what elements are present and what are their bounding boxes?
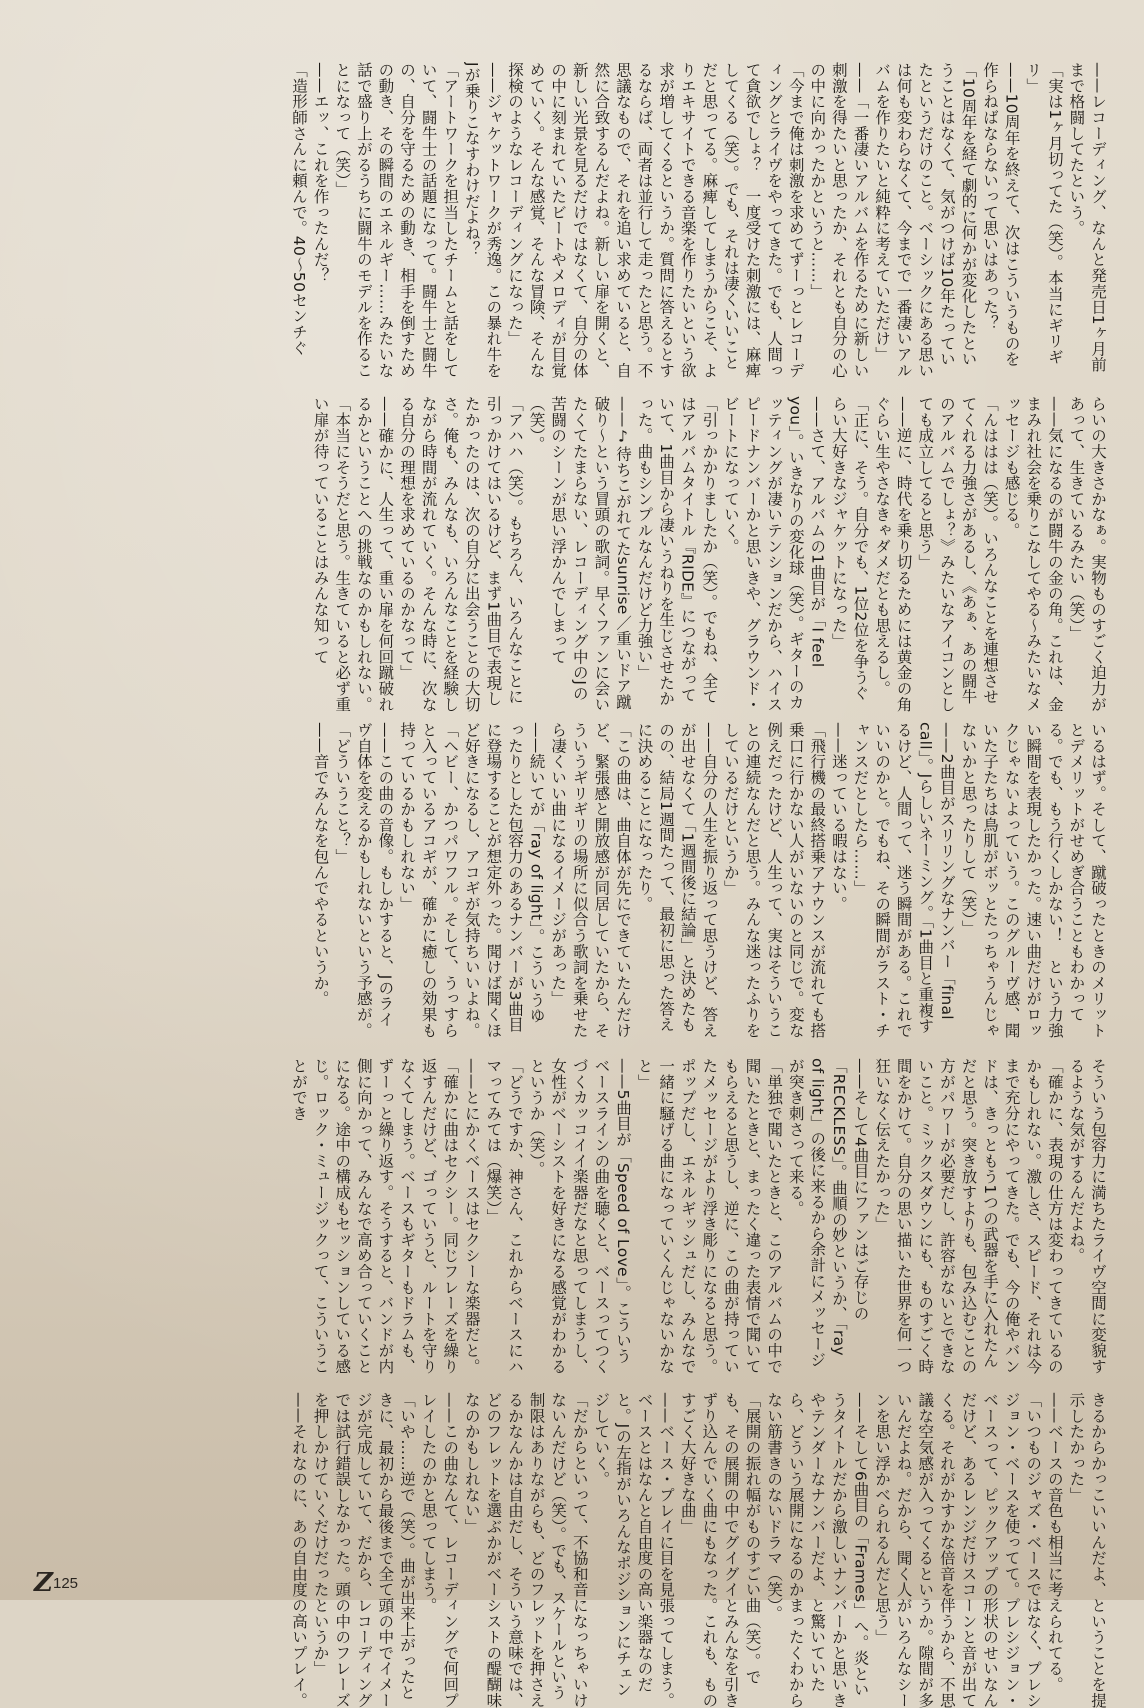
magazine-logo: Z bbox=[34, 1568, 51, 1598]
article-text-band-4: そういう包容力に満ちたライヴ空間に変貌するような気がするんだよね。 「確かに、表現の仕方は変わってきているのかもしれない。激しさ、スピード、それは今まで充分にやってきた。でも、今の俺やバンドは、きっともう1つの武器を手に入れたんだと思う。突き放すよりも、包み込むことの方がパワーが必要だし、許容がないとできないこと。ミックスダウンにも、ものすごく時間をかけて。自分の思い描いた世界を何一つ狂いなく伝えたかった」 ——そして4曲目にファンはご存じの「RECKLESS」。曲順の妙というか、「ray of light」の後に来るから余計にメッセージが突き刺さって来る。 「単独で聞いたときと、このアルバムの中で聞いたときと、まったく違った表情で聞いてもらえると思うし、逆に、この曲が持っていたメッセージがより浮き彫りになると思う。ポップだし、エネルギッシュだし、みんなで一緒に騒げる曲になっていくんじゃないかなと」 ——5曲目が「Speed of Love」。こういうベースラインの曲を聴くと、ベースってつくづくカッコイイ楽器だなと思ってしまうし、女性がベーシストを好きになる感覚がわかるというか（笑）。 「どうですか、神さん、これからベースにハマってみては（爆笑）」 ——とにかくベースはセクシーな楽器だと。 「確かに曲はセクシー。同じフレーズを繰り返すんだけど、ゴっていうと、ルートを守りなくてしまう。ベースもギターもドラムも、ずーっと繰り返す。そうすると、バンドが内側に向かって、みんなで高め合っていくことになる。途中の構成もセッションしている感じ。ロック・ミュージックって、こういうことができ bbox=[290, 1058, 1107, 1374]
article-text-band-3: いるはず。そして、蹴破ったときのメリットとデメリットがせめぎ合うこともわかってる。でも、もう行くしかない！ という力強い瞬間を表現したかった。速い曲だけがロックじゃないよっていう。このグルーヴ感、聞いた子たちは鳥肌がボッとたっちゃうんじゃないかと思ったりして（笑）」 ——2曲目がスリリングなナンバー「final call」。Jらしいネーミング。「1曲目と重複するけど、人間って、迷う瞬間がある。これでいいのかと。でもね、その瞬間がラスト・チャンスだとしたら……」 ——迷っている暇はない。 「飛行機の最終搭乗アナウンスが流れても搭乗口に行かない人がいないのと同じで。変な例えだったけど、人生って、実はそういうことの連続なんだと思う。みんな迷ったふりをしているだけというか」 ——自分の人生を振り返って思うけど、答えが出せなくて「1週間後に結論」と決めたものの、結局1週間たって、最初に思った答えに決めることになったり。 「この曲は、曲自体が先にできていたんだけど、緊張感と開放感が同居していたから、そういうギリギリの場所に似合う歌詞を乗せたら凄くいい曲になるイメージがあった」 ——続いてが「ray of light」。こういうゆったりとした包容力のあるナンバーが3曲目に登場することが想定外った。聞けば聞くほど好きになるし、アコギが気持ちいいよね。 「ヘビー、かつパワフル。そして、うっすらと入っているアコギが、確かに癒しの効果も持っているかもしれない」 ——この曲の音像。もしかすると、Jのライヴ自体を変えるかもしれないという予感が。 「どういうこと？」 ——音でみんなを包んでやるというか。 bbox=[311, 722, 1107, 1038]
page-number: 125 bbox=[52, 1574, 79, 1592]
article-band-5 bbox=[84, 1392, 1108, 1708]
article-text-band-2: らいの大きさかなぁ。実物ものすごく迫力があって、生きているみたい（笑）」 ——気になるのが闘牛の金の角。これは、金まみれ社会を乗りこなしてやる～みたいなメッセージも感じる。 「んははは（笑）。いろんなことを連想させてくれる力強さがあるし、《あぁ、あの闘牛のアルバムでしょ？》みたいなアイコンとしても成立してると思う」 ——逆に、時代を乗り切るためには黄金の角ぐらい生やさなきゃダメだとも思えるし。 「正に、そう。自分でも、1位2位を争うぐらい大好きなジャケットになった」 ——さて、アルバムの1曲目が「I feel you」。いきなりの変化球（笑）。ギターのカッティングが凄いテンションだから、ハイスピードナンバーかと思いきや、グラウンド・ビートになっていく。 「引っかかりましたか（笑）。でもね、全てはアルバムタイトル『RIDE』につながっていて、1曲目から凄いうねりを生じさせたかった。曲もシンプルなんだけど力強い」 ——♪待ちこがれてたsunrise／重いドア蹴破り～という冒頭の歌詞。早くファンに会いたくてたまらない、レコーディング中のJの苦闘のシーンが思い浮かんでしまって（笑）。 「アハハ（笑）。もちろん、いろんなことに引っかけてはいるけど、まず1曲目で表現したかったのは、次の自分に出会うことの大切さ。俺も、みんなも、いろんなことを経験しながら時間が流れていく。そんな時に、次なる自分の理想を求めているのかなって」 ——確かに、人生って、重い扉を何回蹴破れるかということへの挑戦なのかもしれない。 「本当にそうだと思う。生きていると必ず重い扉が待っていることはみんな知って bbox=[311, 396, 1107, 712]
article-band-4 bbox=[84, 1058, 1108, 1374]
article-text-band-1: ——レコーディング、なんと発売日1ヶ月前まで格闘してたという。 「実は1ヶ月切ってた（笑）。本当にギリギリ」 ——10周年を終えて、次はこういうものを作らねばならないって思いはあった？ 「10周年を経て劇的に何かが変化したということはなくて、気がつけば10年たっていたというだけのこと。ベーシックにある思いは何も変わらなくて、今までで一番凄いアルバムを作りたいと純粋に考えていただけ」 ——「一番凄いアルバムを作るために新しい刺激を得たいと思ったか、それとも自分の心の中に向かったかというと……」 「今まで俺は刺激を求めてずーっとレコーディングとライヴをやってきた。でも、人間って貪欲でしょ？ 一度受けた刺激には、麻痺してくる（笑）。でも、それは凄くいいことだと思ってる。麻痺してしまうからこそ、よりエキサイトできる音楽を作りたいという欲求が増してくるというか。質問に答えるとするならば、両者は並行して走ったと思う。不思議なもので、それを追い求めていると、自然に合致するんだよね。新しい扉を開くと、新しい光景を見るだけではなくて、自分の体の中に刻まれていたビートやメロディが目覚めていく。そんな感覚、そんな冒険、そんな探検のようなレコーディングになった」 ——ジャケットワークが秀逸。この暴れ牛をJが乗りこなすわけだよね？ 「アートワークを担当したチームと話をしていて、闘牛士の話題になって。闘牛士と闘牛の、自分を守るための動き、相手を倒すための動き、その瞬間のエネルギー……みたいな話で盛り上がるうちに闘牛のモデルを作ることになって（笑）」 ——エッ、これを作ったんだ？ 「造形師さんに頼んで。40～50センチぐ bbox=[290, 62, 1107, 378]
article-band-3 bbox=[84, 722, 1108, 1038]
page-folio bbox=[34, 1568, 78, 1598]
article-band-1 bbox=[84, 62, 1108, 378]
article-text-band-5: きるからかっこいいんだよ、ということを提示したかった」 ——ベースの音色も相当に考えられてる。 「いつものジャズ・ベースではなく、プレシジョン・ベースを使ってて。プレシジョン・ベースって、ピックアップの形状のせいなんだけど、あるレンジだけスコーンと音が出てくる。それがかすかな倍音を伴うから、不思議な空気感が入ってくるというか。隙間が多いんだよね。だから、聞く人がいろんなシーンを思い浮かべられるんだと思う」 ——そして6曲目の「Frames」へ。炎というタイトルだから激しいナンバーかと思いきやテンダーなナンバーだよ、と驚いていたら、どういう展開になるのかまったくわからない筋書きのないドラマ（笑）。 「展開の振れ幅がものすごい曲（笑）。でも、その展開の中でグイグイとみんなを引きずり込んでいく曲にもなった。これも、ものすごく大好きな曲」 ——ベース・プレイに目を見張ってしまう。ベースとはなんと自由度の高い楽器なのだと。Jの左指がいろんなポジションにチェンジしていく。 「だからといって、不協和音になっちゃいけないんだけど（笑）。でも、スケールという制限はありながらも、どのフレットを押さえるかなんかは自由だし、そういう意味では、どのフレットを選ぶかがベーシストの醍醐味なのかもしれない」 ——この曲なんて、レコーディングで何回プレイしたのかと思ってしまう。 「いや……逆で（笑）。曲が出来上がったときに、最初から最後まで全て頭の中でイメージが完成していて、だから、レコーディングでは試行錯誤しなかった。頭の中のフレーズを押しかけていくだけだったというか」 ——それなのに、あの自由度の高いプレイ。 bbox=[290, 1392, 1107, 1708]
article-band-2 bbox=[84, 396, 1108, 712]
